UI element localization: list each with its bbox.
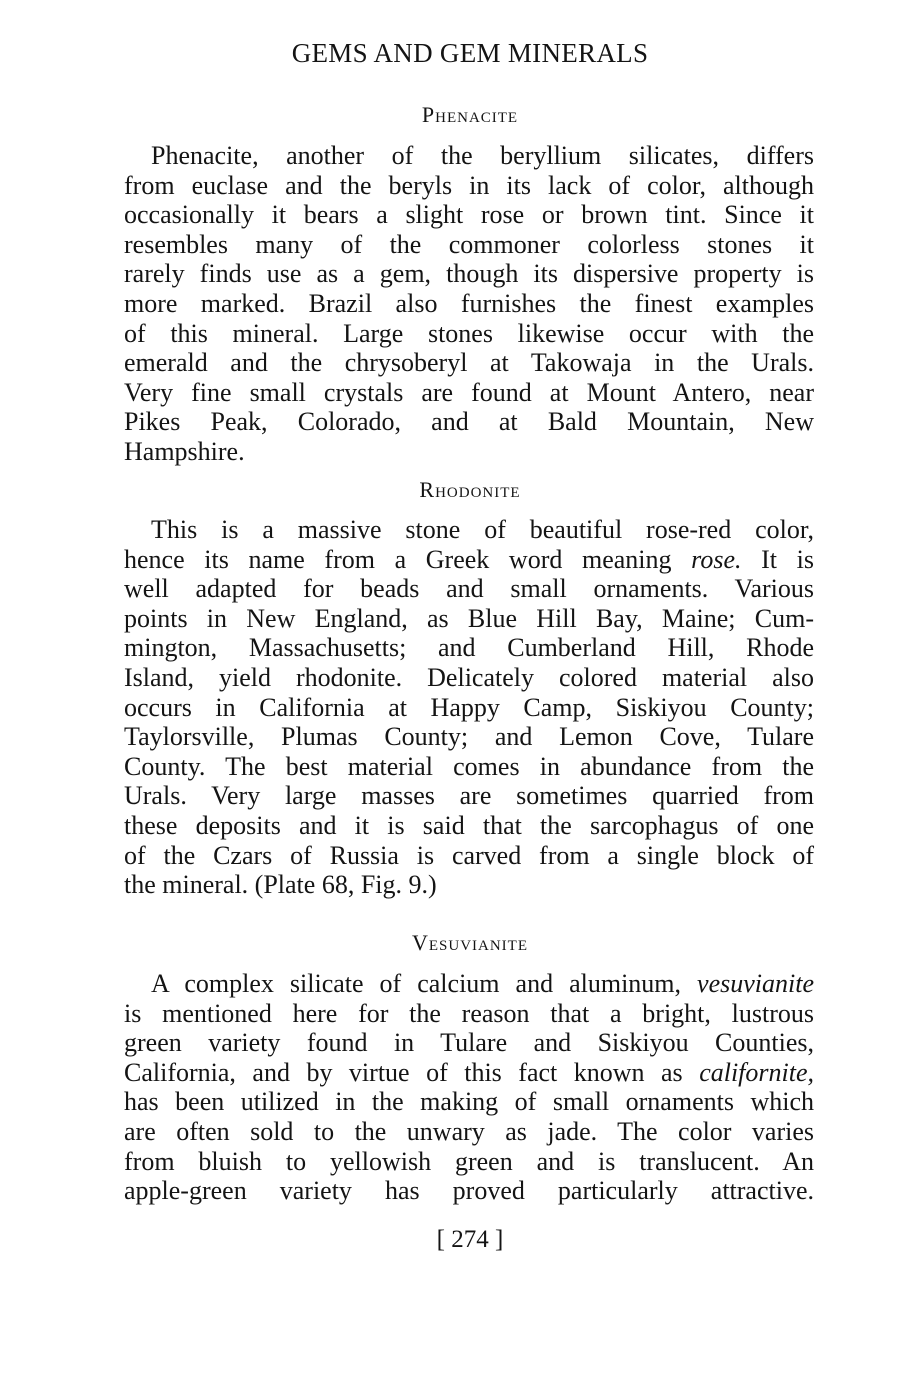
text-line: from bluish to yellowish green and is translucent. An	[124, 1146, 814, 1176]
text-line: these deposits and it is said that the sarcophagus of one	[124, 810, 814, 840]
text-fragment: hence its name from a Greek word meaning	[124, 544, 672, 574]
text-line: Taylorsville, Plumas County; and Lemon Cove, Tulare	[124, 722, 814, 752]
text-line: rarely finds use as a gem, though its dispersive property is	[124, 259, 814, 289]
section-heading-rhodonite: Rhodonite	[419, 477, 521, 502]
text-line: has been utilized in the making of small ornaments which	[124, 1087, 814, 1117]
text-line: Island, yield rhodonite. Delicately colored material also	[124, 662, 814, 692]
section-heading-phenacite: Phenacite	[421, 102, 519, 127]
text-fragment: It is	[761, 544, 814, 574]
text-line-with-italic	[124, 1058, 814, 1088]
page-number: [ 274 ]	[436, 1226, 504, 1253]
text-line: Phenacite, another of the beryllium silicates, differs	[151, 141, 814, 170]
text-line: the mineral. (Plate 68, Fig. 9.)	[124, 870, 437, 900]
running-head: GEMS AND GEM MINERALS	[291, 38, 649, 68]
text-line: emerald and the chrysoberyl at Takowaja in the Urals.	[124, 348, 814, 378]
text-line: occasionally it bears a slight rose or brown tint. Since it	[124, 200, 814, 230]
section-heading-vesuvianite: Vesuvianite	[411, 930, 529, 955]
text-line: Pikes Peak, Colorado, and at Bald Mountain, New	[124, 407, 814, 437]
text-line-with-italic	[124, 545, 814, 575]
italic-word-vesuvianite: vesuvianite	[697, 969, 814, 998]
text-line: occurs in California at Happy Camp, Siskiyou County;	[124, 692, 814, 722]
text-line: are often sold to the unwary as jade. The color varies	[124, 1116, 814, 1146]
text-line: apple-green variety has proved particularly attractive.	[124, 1176, 814, 1206]
italic-word-californite: californite,	[699, 1057, 815, 1087]
text-line: of the Czars of Russia is carved from a single block of	[124, 840, 814, 870]
paragraph-rhodonite	[124, 515, 814, 900]
text-line: more marked. Brazil also furnishes the finest examples	[124, 288, 814, 318]
text-line: County. The best material comes in abundance from the	[124, 751, 814, 781]
text-line: of this mineral. Large stones likewise occur with the	[124, 318, 814, 348]
text-line-with-italic	[124, 969, 814, 999]
text-fragment: California, and by virtue of this fact known as	[124, 1057, 683, 1087]
text-line: mington, Massachusetts; and Cumberland Hill, Rhode	[124, 633, 814, 663]
text-line: This is a massive stone of beautiful rose-red color,	[151, 515, 814, 544]
text-line: Urals. Very large masses are sometimes quarried from	[124, 781, 814, 811]
text-line: from euclase and the beryls in its lack of color, although	[124, 170, 814, 200]
paragraph-phenacite	[124, 141, 814, 467]
text-line: points in New England, as Blue Hill Bay, Maine; Cum-	[124, 603, 814, 633]
text-line: Very fine small crystals are found at Mount Antero, near	[124, 377, 814, 407]
text-line: green variety found in Tulare and Siskiyou Counties,	[124, 1028, 814, 1058]
text-line: well adapted for beads and small ornaments. Various	[124, 574, 814, 604]
text-line: resembles many of the commoner colorless stones it	[124, 229, 814, 259]
text-line: is mentioned here for the reason that a bright, lustrous	[124, 998, 814, 1028]
text-line: Hampshire.	[124, 436, 245, 466]
paragraph-vesuvianite	[124, 969, 814, 1206]
italic-word-rose: rose.	[691, 544, 742, 574]
text-fragment: A complex silicate of calcium and aluminum,	[151, 969, 682, 998]
